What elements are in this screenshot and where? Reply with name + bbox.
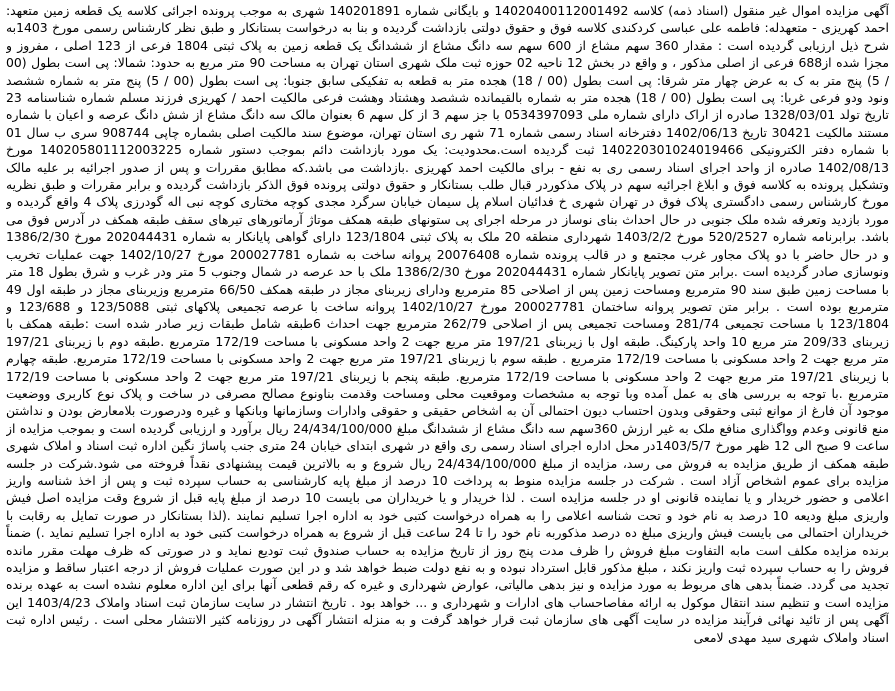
notice-page [6, 2, 889, 688]
auction-notice-text: آگهی مزایده اموال غیر منقول (اسناد ذمه) کلاسه 14020400112001492 و بایگانی شماره 140201891 شهری به موجب پرونده اجرائی کلاسه یک قطعه زمین متعهد: احمد کهریزی - متعهدله: فاطمه علی عباسی کردکندی کلاسه فوق و حقوق دولتی بازداشت گردیده و بنا به درخواست بستانکار و طبق نظر کارشناس رسمی مورخ 1403به شرح ذیل ارزیابی گردیده است : مقدار 360 سهم مشاع از 600 سهم سه دانگ مشاع از ششدانگ یک قطعه زمین به پلاک ثبتی 1804 فرعی از 123 اصلی ، مفروز و مجزا شده از688 فرعی از اصلی مذکور ، و واقع در بخش 12 ناحیه 02 حوزه ثبت ملک شهری استان تهران به مساحت 90 متر مربع به حدود: شمالا: پی است بطول (00 / 5) پنج متر به ک به عرض چهار متر شرقا: پی است بطول (00 / 18) هجده متر به قطعه به تفکیکی سابق جنوبا: پی است بطول (00 / 5) پنج متر به شماره ششصد ونود ودو فرعی غربا: پی است بطول (00 / 18) هجده متر به شماره بالقیمانده ششصد وهشتاد وهشت فرعی مالکیت احمد / کهریزی فرزند مسلم شماره شناسنامه 23 تاریخ تولد 1328/03/01 صادره از اراک دارای شماره ملی 0534397093 با جز سهم 3 از کل سهم 6 بعنوان مالک سه دانگ مشاع از شش دانگ عرصه و اعیان با شماره مستند مالکیت 30421 تاریخ 1402/06/13 دفترخانه اسناد رسمی شماره 71 شهر ری استان تهران، موضوع سند مالکیت اصلی بشماره چاپی 908744 سری ب سال 01 با شماره دفتر الکترونیکی 140220301024019466 ثبت گردیده است.محدودیت: یک مورد بازداشت دائم بموجب دستور شماره 140205801112003225 مورخ 1402/08/13 صادره از واحد اجرای اسناد رسمی ری به نفع - برای مالکیت احمد کهریزی .بازداشت می باشد.که مطابق مقررات و پس از صدور اجرائیه بر علیه مالک وتشکیل پرونده به کلاسه فوق و ابلاغ اجرائیه سهم در پلاک مذکوردر قبال طلب بستانکار و حقوق دولتی پرونده فوق الذکر بازداشت گردیده و برابر مقررات و طبق نظریه مورخ کارشناس رسمی دادگستری پلاک فوق در تهران شهری خ فدائیان اسلام پل سیمان خیابان سرگرد مجدی کوچه مختاری کوچه نبی اله گودرزی پلاک 4 واقع گردیده و مورد بازدید وتعرفه شده ملک جنوبی در حال احداث بنای نوساز در مرحله اجرای پی ستونهای طبقه همکف موتاژ آرماتورهای تیرهای سقف طبقه همکف در آدرس فوق می باشد. برابرنامه شماره 520/2527 مورخ 1403/2/2 شهرداری منطقه 20 ملک به پلاک ثبتی 123/1804 دارای گواهی پایانکار به شماره 202044431 مورخ 1386/2/30 و در حال حاضر با دو پلاک مجاور غرب مجتمع و در قالب پرونده شماره 20076408 پروانه ساخت به شماره 200027781 مورخ 1402/10/27 جهت عملیات تخریب ونوسازی صادر گردیده است .برابر متن تصویر پایانکار شماره 202044431 مورخ 1386/2/30 ملک با حد عرصه در شمال وجنوب 5 متر ودر غرب و شرق بطول 18 متر با مساحت زمین طبق سند 90 مترمربع ومساحت زمین پس از اصلاحی 85 مترمربع ودارای زیربنای مجاز در طبقه همکف 66/50 مترمربع وزیربنای مجاز در طبقه اول 49 مترمربع بوده است . برابر متن تصویر پروانه ساختمان 200027781 مورخ 1402/10/27 پروانه ساخت با عرصه تجمیعی پلاکهای ثبتی 123/5088 و 123/688 و 123/1804 با مساحت تجمیعی 281/74 ومساحت تجمیعی پس از اصلاحی 262/79 مترمربع جهت احداث 6طبقه شامل طبقات زیر صادر شده است :طبقه همکف با زیربنای 209/33 متر مربع 10 واحد پارکینگ. طبقه اول با زیربنای 197/21 متر مربع جهت 2 واحد مسکونی با مساحت 172/19 مترمربع .طبقه دوم با زیربنای 197/21 متر مربع جهت 2 واحد مسکونی با مساحت 172/19 مترمربع . طبقه سوم با زیربنای 197/21 متر مربع جهت 2 واحد مسکونی با مساحت 172/19 مترمربع. طبقه چهارم با زیربنای 197/21 متر مربع جهت 2 واحد مسکونی با مساحت 172/19 مترمربع. طبقه پنجم با زیربنای 197/21 متر مربع جهت 2 واحد مسکونی با مساحت 172/19 مترمربع .با توجه به بررسی های به عمل آمده وبا توجه به مشخصات وموقعیت محلی ومساحت وقدمت بناونوع مصالح مصرفی در ساخت و پلاک نوع کاربری ووضعیت موجود آن فارغ از موانع ثبتی وحقوقی وبدون احتساب دیون احتمالی آن به اشخاص حقیقی و حقوقی وادارات وسازمانها وبانکها و غیره ودرصورت بلامعارض بودن و نداشتن منع قانونی وعدم وواگذاری منافع ملک به غیر ارزش 360سهم سه دانگ مشاع از ششدانگ مبلغ 24/434/100/000 ریال برآورد و ارزیابی گردیده است و بموجب مزایده از ساعت 9 صبح الی 12 ظهر مورخ 1403/5/7در محل اداره اجرای اسناد رسمی ری واقع در شهری ابتدای خیابان 24 متری جنب پاساژ نگین اداره ثبت اسناد و املاک شهری طبقه همکف از طریق مزایده به فروش می رسد، مزایده از مبلغ 24/434/100/000 ریال شروع و به بالاترین قیمت پیشنهادی نقداً فروخته می شود.شرکت در جلسه مزایده برای عموم اشخاص آزاد است . شرکت در جلسه مزایده منوط به پرداخت 10 درصد از مبلغ پایه کارشناسی به حساب سپرده ثبت و پس از اخذ شناسه واریز اعلامی و حضور خریدار و یا نماینده قانونی او در جلسه مزایده است . لذا خریدار و یا خریداران می بایست 10 درصد از مبلغ پایه قبل از شروع وقت مزایده اصل فیش واریزی مبلغ ودیعه 10 درصد به نام خود و تحت شناسه اعلامی را به همراه درخواست کتبی خود به اداره اجرا تسلیم نمایند .(لذا بستانکار در صورت تمایل به رقابت با خریداران احتمالی می بایست فیش واریزی مبلغ ده درصد مذکوربه نام خود را تا 24 ساعت قبل از شروع به همراه درخواست کتبی خود به اداره اجرا تسلیم نماید .) ضمناً برنده مزایده مکلف است مابه التفاوت مبلغ فروش را ظرف مدت پنج روز از تاریخ مزایده به حساب صندوق ثبت تودیع نماید و در صورتی که ظرف مهلت مقرر مانده فروش را به حساب سپرده ثبت واریز نکند ، مبلغ مذکور قابل استرداد نبوده و به نفع دولت ضبط خواهد شد و در این صورت عملیات فروش از درجه اعتبار ساقط و مزایده تجدید می گردد. ضمناً بدهی های مربوط به مورد مزایده و نیز بدهی مالیاتی، عوارض شهرداری و غیره که رقم قطعی آنها برای این اداره معلوم نشده است به عهده برنده مزایده است و تنظیم سند انتقال موکول به ارائه مفاصاحساب های ادارات و شهرداری و ... خواهد بود . تاریخ انتشار در سایت سازمان ثبت اسناد واملاک 1403/4/23 این آگهی پس از تائید نهائی فرآیند مزایده در سایت آگهی های سازمان ثبت قرار خواهد گرفت و به منزله انتشار آگهی در روزنامه کثیر الانتشار محلی است . رئیس اداره ثبت اسناد واملاک شهری سید مهدی لامعی [6, 3, 889, 645]
